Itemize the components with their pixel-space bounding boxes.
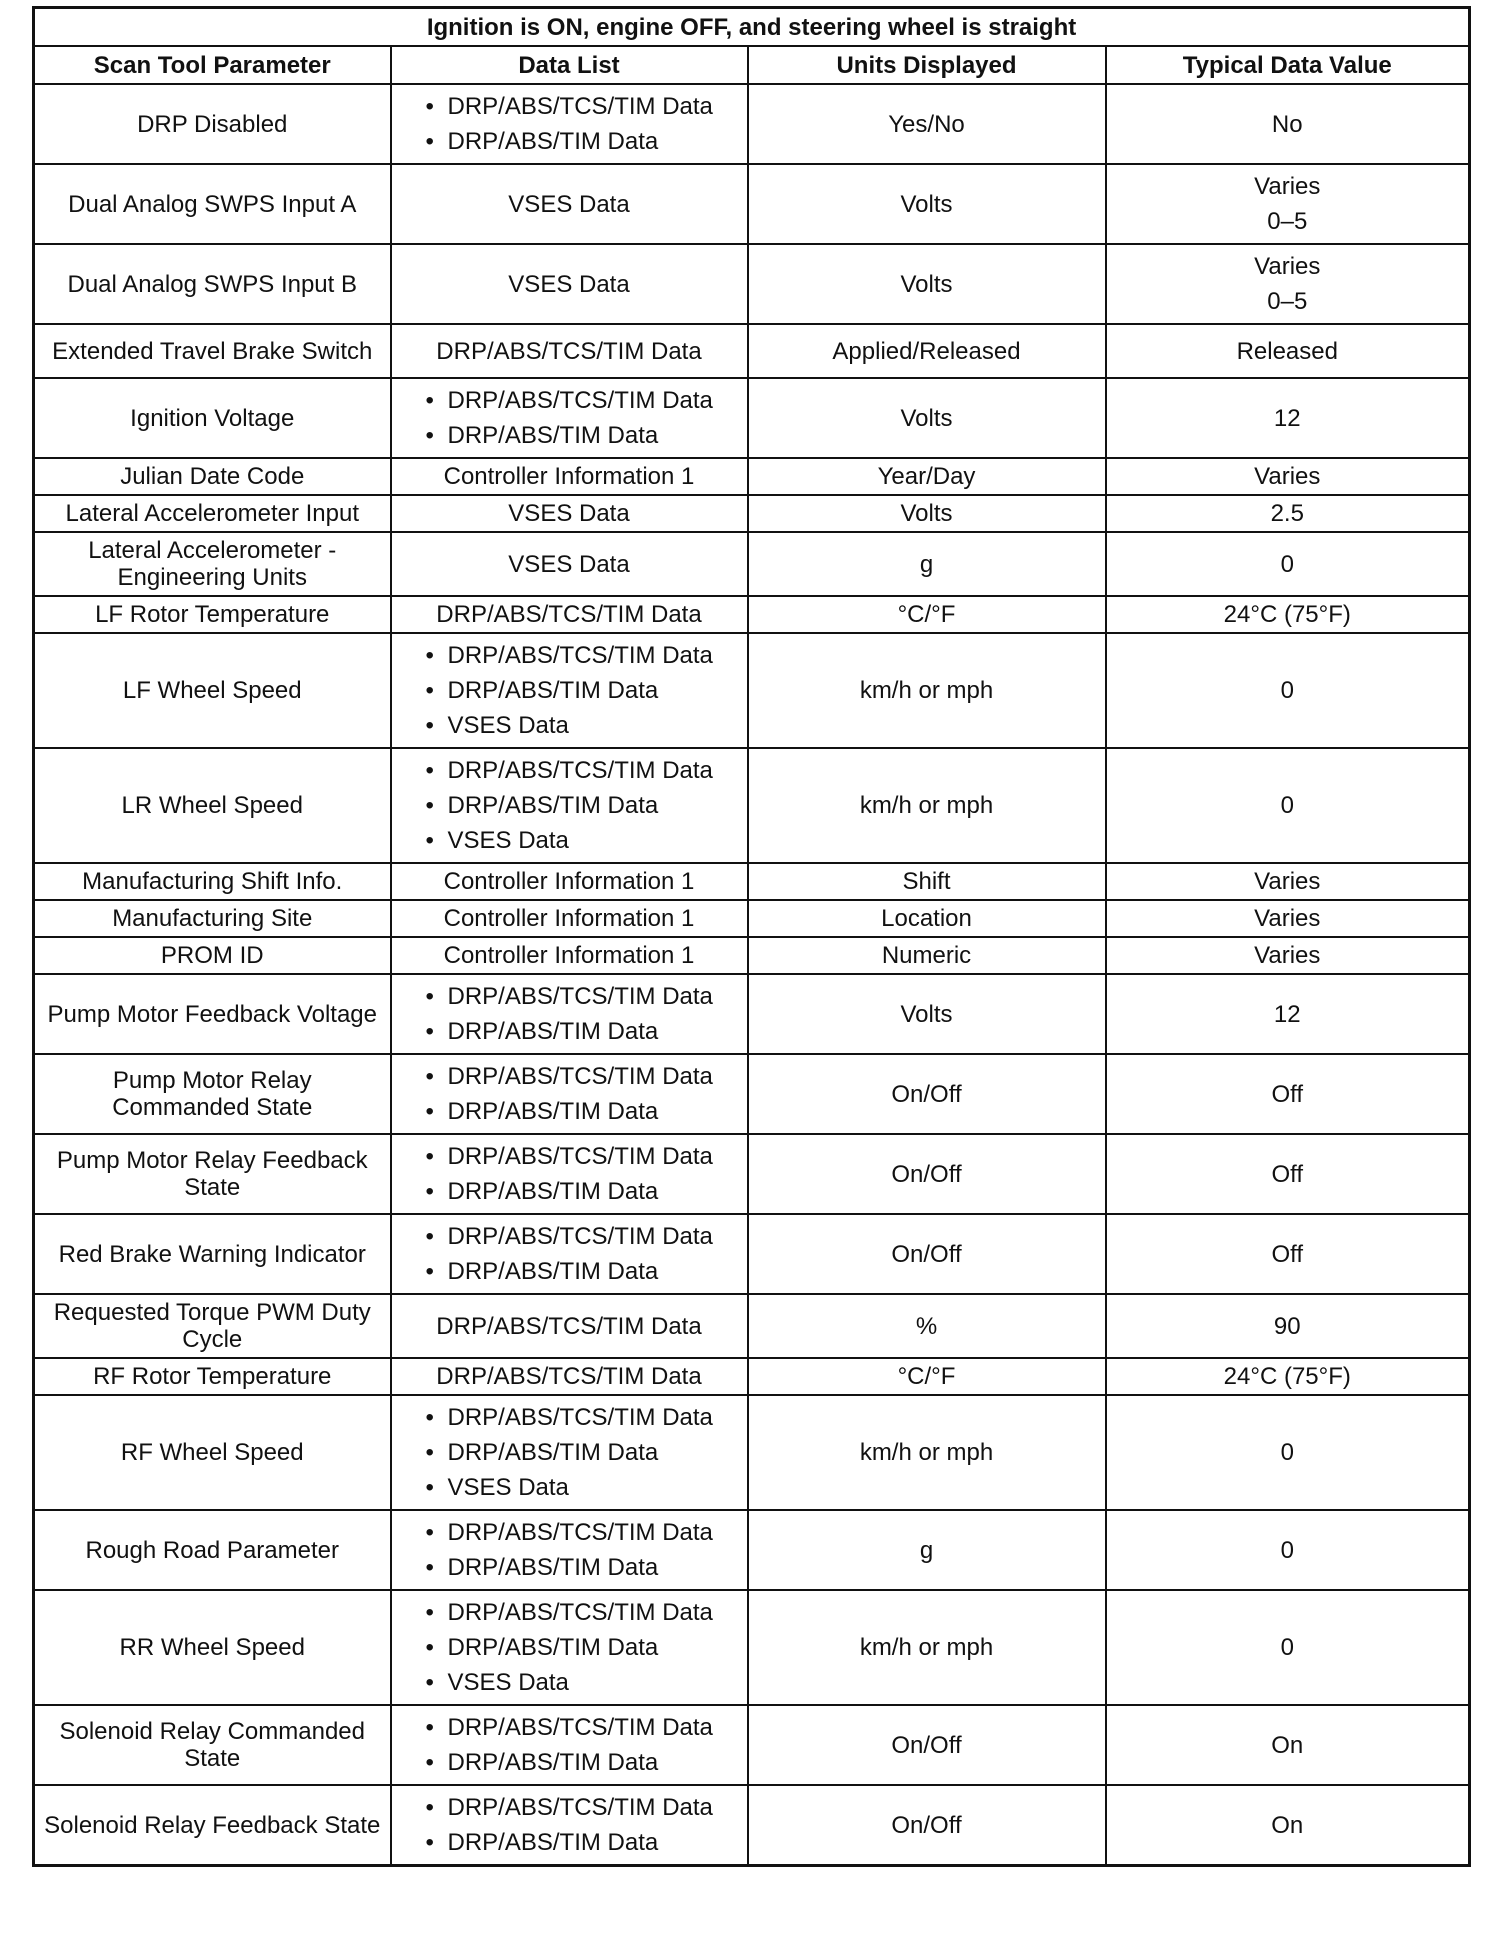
table-row (34, 748, 1470, 863)
table-row (34, 495, 1470, 532)
cell-typical-value (1106, 495, 1470, 532)
cell-parameter: DRP Disabled (34, 84, 391, 164)
data-list-item: • DRP/ABS/TIM Data (426, 1014, 741, 1049)
typical-value-line: Off (1271, 1080, 1304, 1108)
data-list-items (426, 1595, 741, 1700)
typical-value-line: 0 (1280, 677, 1294, 704)
cell-parameter: Lateral Accelerometer - Engineering Units (34, 532, 391, 596)
data-list-item: • DRP/ABS/TIM Data (426, 1435, 741, 1470)
cell-typical-value (1106, 937, 1470, 974)
cell-typical-value (1106, 244, 1470, 324)
data-list-item: • DRP/ABS/TIM Data (426, 788, 741, 823)
cell-parameter: Ignition Voltage (34, 378, 391, 458)
cell-parameter: RF Rotor Temperature (34, 1358, 391, 1395)
data-list-items (426, 753, 741, 858)
column-header-parameter: Scan Tool Parameter (34, 46, 391, 84)
data-list-item: • DRP/ABS/TCS/TIM Data (426, 1595, 741, 1630)
table-row (34, 633, 1470, 748)
cell-data-list: DRP/ABS/TCS/TIM Data (391, 1294, 748, 1358)
typical-value-line: 0 (1280, 792, 1294, 819)
data-list-item: • DRP/ABS/TCS/TIM Data (426, 638, 741, 673)
cell-typical-value (1106, 1705, 1470, 1785)
typical-value-line: On (1271, 1811, 1304, 1839)
scan-tool-data-table (32, 6, 1471, 1867)
typical-value-line: 0–5 (1267, 208, 1308, 235)
column-header-units: Units Displayed (748, 46, 1106, 84)
table-row (34, 1510, 1470, 1590)
cell-units: On/Off (748, 1705, 1106, 1785)
typical-value-line: Varies (1254, 868, 1321, 895)
table-row (34, 1358, 1470, 1395)
data-list-items (426, 1710, 741, 1780)
typical-value-line: 12 (1273, 1000, 1301, 1028)
typical-value-line: Varies (1254, 905, 1321, 932)
cell-typical-value (1106, 1358, 1470, 1395)
typical-value-line: Released (1236, 337, 1338, 365)
cell-parameter: LF Rotor Temperature (34, 596, 391, 633)
cell-typical-value (1106, 863, 1470, 900)
data-list-item: • DRP/ABS/TIM Data (426, 1745, 741, 1780)
cell-data-list (391, 84, 748, 164)
typical-value-line: 2.5 (1270, 500, 1304, 527)
table-row (34, 900, 1470, 937)
data-list-item: • DRP/ABS/TIM Data (426, 1174, 741, 1209)
typical-value-line: Varies (1254, 942, 1321, 969)
cell-units: °C/°F (748, 1358, 1106, 1395)
table-row (34, 974, 1470, 1054)
cell-typical-value (1106, 84, 1470, 164)
cell-parameter: Dual Analog SWPS Input B (34, 244, 391, 324)
data-list-item: • DRP/ABS/TCS/TIM Data (426, 1059, 741, 1094)
typical-value-line: 24°C (75°F) (1223, 601, 1351, 628)
cell-typical-value (1106, 1054, 1470, 1134)
typical-value-line: 90 (1273, 1312, 1301, 1340)
cell-parameter: LR Wheel Speed (34, 748, 391, 863)
table-row (34, 532, 1470, 596)
table-row (34, 378, 1470, 458)
cell-parameter: Manufacturing Shift Info. (34, 863, 391, 900)
data-list-item: • DRP/ABS/TCS/TIM Data (426, 1710, 741, 1745)
typical-value-line: Off (1271, 1240, 1304, 1268)
cell-data-list (391, 1590, 748, 1705)
table-row (34, 458, 1470, 495)
data-list-item: • DRP/ABS/TCS/TIM Data (426, 1515, 741, 1550)
data-list-item: • VSES Data (426, 1665, 741, 1700)
cell-data-list (391, 1510, 748, 1590)
table-row (34, 1395, 1470, 1510)
cell-parameter: Julian Date Code (34, 458, 391, 495)
data-list-item: • DRP/ABS/TCS/TIM Data (426, 979, 741, 1014)
data-list-items (426, 1790, 741, 1860)
cell-data-list (391, 1705, 748, 1785)
test-condition: Ignition is ON, engine OFF, and steering wheel is straight (34, 8, 1470, 47)
cell-parameter: Solenoid Relay Commanded State (34, 1705, 391, 1785)
cell-units: Yes/No (748, 84, 1106, 164)
data-list-item: • DRP/ABS/TCS/TIM Data (426, 1219, 741, 1254)
column-header-typical-value: Typical Data Value (1106, 46, 1470, 84)
data-list-item: • DRP/ABS/TIM Data (426, 1094, 741, 1129)
table-row (34, 1054, 1470, 1134)
cell-data-list: Controller Information 1 (391, 458, 748, 495)
cell-units: Volts (748, 974, 1106, 1054)
cell-typical-value (1106, 633, 1470, 748)
table-row (34, 863, 1470, 900)
cell-typical-value (1106, 378, 1470, 458)
cell-units: % (748, 1294, 1106, 1358)
cell-data-list: DRP/ABS/TCS/TIM Data (391, 1358, 748, 1395)
data-list-items (426, 1059, 741, 1129)
typical-value-line: 0 (1280, 550, 1294, 578)
cell-data-list (391, 974, 748, 1054)
cell-units: On/Off (748, 1054, 1106, 1134)
data-list-item: • DRP/ABS/TIM Data (426, 1550, 741, 1585)
table-row (34, 324, 1470, 378)
data-list-item: • DRP/ABS/TIM Data (426, 124, 741, 159)
typical-value-line: 0–5 (1267, 288, 1308, 315)
table-row (34, 596, 1470, 633)
cell-units: Volts (748, 495, 1106, 532)
typical-value-line: Varies (1254, 463, 1321, 490)
typical-value-line: Varies (1254, 173, 1321, 200)
table-row (34, 1214, 1470, 1294)
data-list-item: • DRP/ABS/TCS/TIM Data (426, 1139, 741, 1174)
cell-units: km/h or mph (748, 748, 1106, 863)
cell-data-list: Controller Information 1 (391, 863, 748, 900)
data-list-items (426, 638, 741, 743)
cell-typical-value (1106, 596, 1470, 633)
cell-data-list (391, 1395, 748, 1510)
cell-parameter: PROM ID (34, 937, 391, 974)
cell-parameter: RF Wheel Speed (34, 1395, 391, 1510)
typical-value-line: No (1271, 110, 1303, 138)
table-row (34, 1785, 1470, 1866)
cell-typical-value (1106, 324, 1470, 378)
table-header (34, 8, 1470, 85)
data-list-items (426, 1219, 741, 1289)
cell-typical-value (1106, 900, 1470, 937)
cell-typical-value (1106, 1294, 1470, 1358)
cell-units: Volts (748, 378, 1106, 458)
cell-parameter: Rough Road Parameter (34, 1510, 391, 1590)
cell-units: On/Off (748, 1134, 1106, 1214)
cell-parameter: Requested Torque PWM Duty Cycle (34, 1294, 391, 1358)
cell-parameter: Red Brake Warning Indicator (34, 1214, 391, 1294)
cell-units: Volts (748, 244, 1106, 324)
cell-units: On/Off (748, 1214, 1106, 1294)
data-list-item: • DRP/ABS/TCS/TIM Data (426, 1400, 741, 1435)
cell-units: g (748, 1510, 1106, 1590)
cell-parameter: Pump Motor Relay Feedback State (34, 1134, 391, 1214)
cell-parameter: LF Wheel Speed (34, 633, 391, 748)
cell-typical-value (1106, 1785, 1470, 1866)
cell-typical-value (1106, 1510, 1470, 1590)
data-list-items (426, 1400, 741, 1505)
cell-data-list (391, 633, 748, 748)
cell-units: g (748, 532, 1106, 596)
typical-value-line: 0 (1280, 1439, 1294, 1466)
cell-units: °C/°F (748, 596, 1106, 633)
column-header-data-list: Data List (391, 46, 748, 84)
table-row (34, 937, 1470, 974)
cell-units: Numeric (748, 937, 1106, 974)
cell-parameter: Extended Travel Brake Switch (34, 324, 391, 378)
data-list-item: • VSES Data (426, 708, 741, 743)
table-row (34, 244, 1470, 324)
typical-value-line: Off (1271, 1160, 1304, 1188)
table-body (34, 84, 1470, 1866)
data-list-item: • DRP/ABS/TIM Data (426, 418, 741, 453)
data-list-items (426, 89, 741, 159)
table-row (34, 84, 1470, 164)
cell-data-list: DRP/ABS/TCS/TIM Data (391, 596, 748, 633)
cell-typical-value (1106, 458, 1470, 495)
data-list-item: • DRP/ABS/TIM Data (426, 673, 741, 708)
cell-parameter: Dual Analog SWPS Input A (34, 164, 391, 244)
scan-tool-data-table-container (32, 6, 1468, 1867)
data-list-item: • DRP/ABS/TCS/TIM Data (426, 89, 741, 124)
cell-parameter: Manufacturing Site (34, 900, 391, 937)
column-header-row (34, 46, 1470, 84)
cell-typical-value (1106, 532, 1470, 596)
cell-data-list (391, 1214, 748, 1294)
data-list-item: • DRP/ABS/TIM Data (426, 1630, 741, 1665)
data-list-item: • VSES Data (426, 1470, 741, 1505)
cell-data-list (391, 1134, 748, 1214)
cell-data-list (391, 1785, 748, 1866)
cell-data-list: DRP/ABS/TCS/TIM Data (391, 324, 748, 378)
cell-units: Year/Day (748, 458, 1106, 495)
typical-value-line: Varies (1254, 253, 1321, 280)
cell-units: Location (748, 900, 1106, 937)
data-list-items (426, 383, 741, 453)
cell-units: km/h or mph (748, 1590, 1106, 1705)
cell-data-list (391, 1054, 748, 1134)
cell-parameter: Pump Motor Feedback Voltage (34, 974, 391, 1054)
cell-data-list (391, 748, 748, 863)
cell-parameter: Lateral Accelerometer Input (34, 495, 391, 532)
typical-value-line: 12 (1273, 404, 1301, 432)
cell-units: Volts (748, 164, 1106, 244)
data-list-items (426, 1139, 741, 1209)
cell-typical-value (1106, 748, 1470, 863)
data-list-items (426, 979, 741, 1049)
data-list-item: • VSES Data (426, 823, 741, 858)
cell-parameter: Pump Motor Relay Commanded State (34, 1054, 391, 1134)
cell-parameter: RR Wheel Speed (34, 1590, 391, 1705)
cell-units: Shift (748, 863, 1106, 900)
cell-typical-value (1106, 974, 1470, 1054)
data-list-item: • DRP/ABS/TCS/TIM Data (426, 1790, 741, 1825)
cell-units: On/Off (748, 1785, 1106, 1866)
data-list-item: • DRP/ABS/TIM Data (426, 1254, 741, 1289)
cell-typical-value (1106, 1214, 1470, 1294)
cell-units: Applied/Released (748, 324, 1106, 378)
cell-data-list: VSES Data (391, 244, 748, 324)
data-list-item: • DRP/ABS/TIM Data (426, 1825, 741, 1860)
typical-value-line: On (1271, 1731, 1304, 1759)
data-list-item: • DRP/ABS/TCS/TIM Data (426, 753, 741, 788)
cell-data-list: Controller Information 1 (391, 937, 748, 974)
cell-units: km/h or mph (748, 633, 1106, 748)
data-list-item: • DRP/ABS/TCS/TIM Data (426, 383, 741, 418)
cell-data-list: VSES Data (391, 495, 748, 532)
cell-typical-value (1106, 1395, 1470, 1510)
typical-value-line: 0 (1280, 1634, 1294, 1661)
cell-typical-value (1106, 1134, 1470, 1214)
cell-parameter: Solenoid Relay Feedback State (34, 1785, 391, 1866)
cell-data-list: Controller Information 1 (391, 900, 748, 937)
cell-data-list (391, 378, 748, 458)
cell-units: km/h or mph (748, 1395, 1106, 1510)
condition-row (34, 8, 1470, 47)
table-row (34, 1590, 1470, 1705)
typical-value-line: 0 (1280, 1536, 1294, 1564)
data-list-items (426, 1515, 741, 1585)
cell-data-list: VSES Data (391, 532, 748, 596)
table-row (34, 1294, 1470, 1358)
cell-data-list: VSES Data (391, 164, 748, 244)
table-row (34, 1134, 1470, 1214)
cell-typical-value (1106, 164, 1470, 244)
typical-value-line: 24°C (75°F) (1223, 1363, 1351, 1390)
table-row (34, 164, 1470, 244)
table-row (34, 1705, 1470, 1785)
cell-typical-value (1106, 1590, 1470, 1705)
